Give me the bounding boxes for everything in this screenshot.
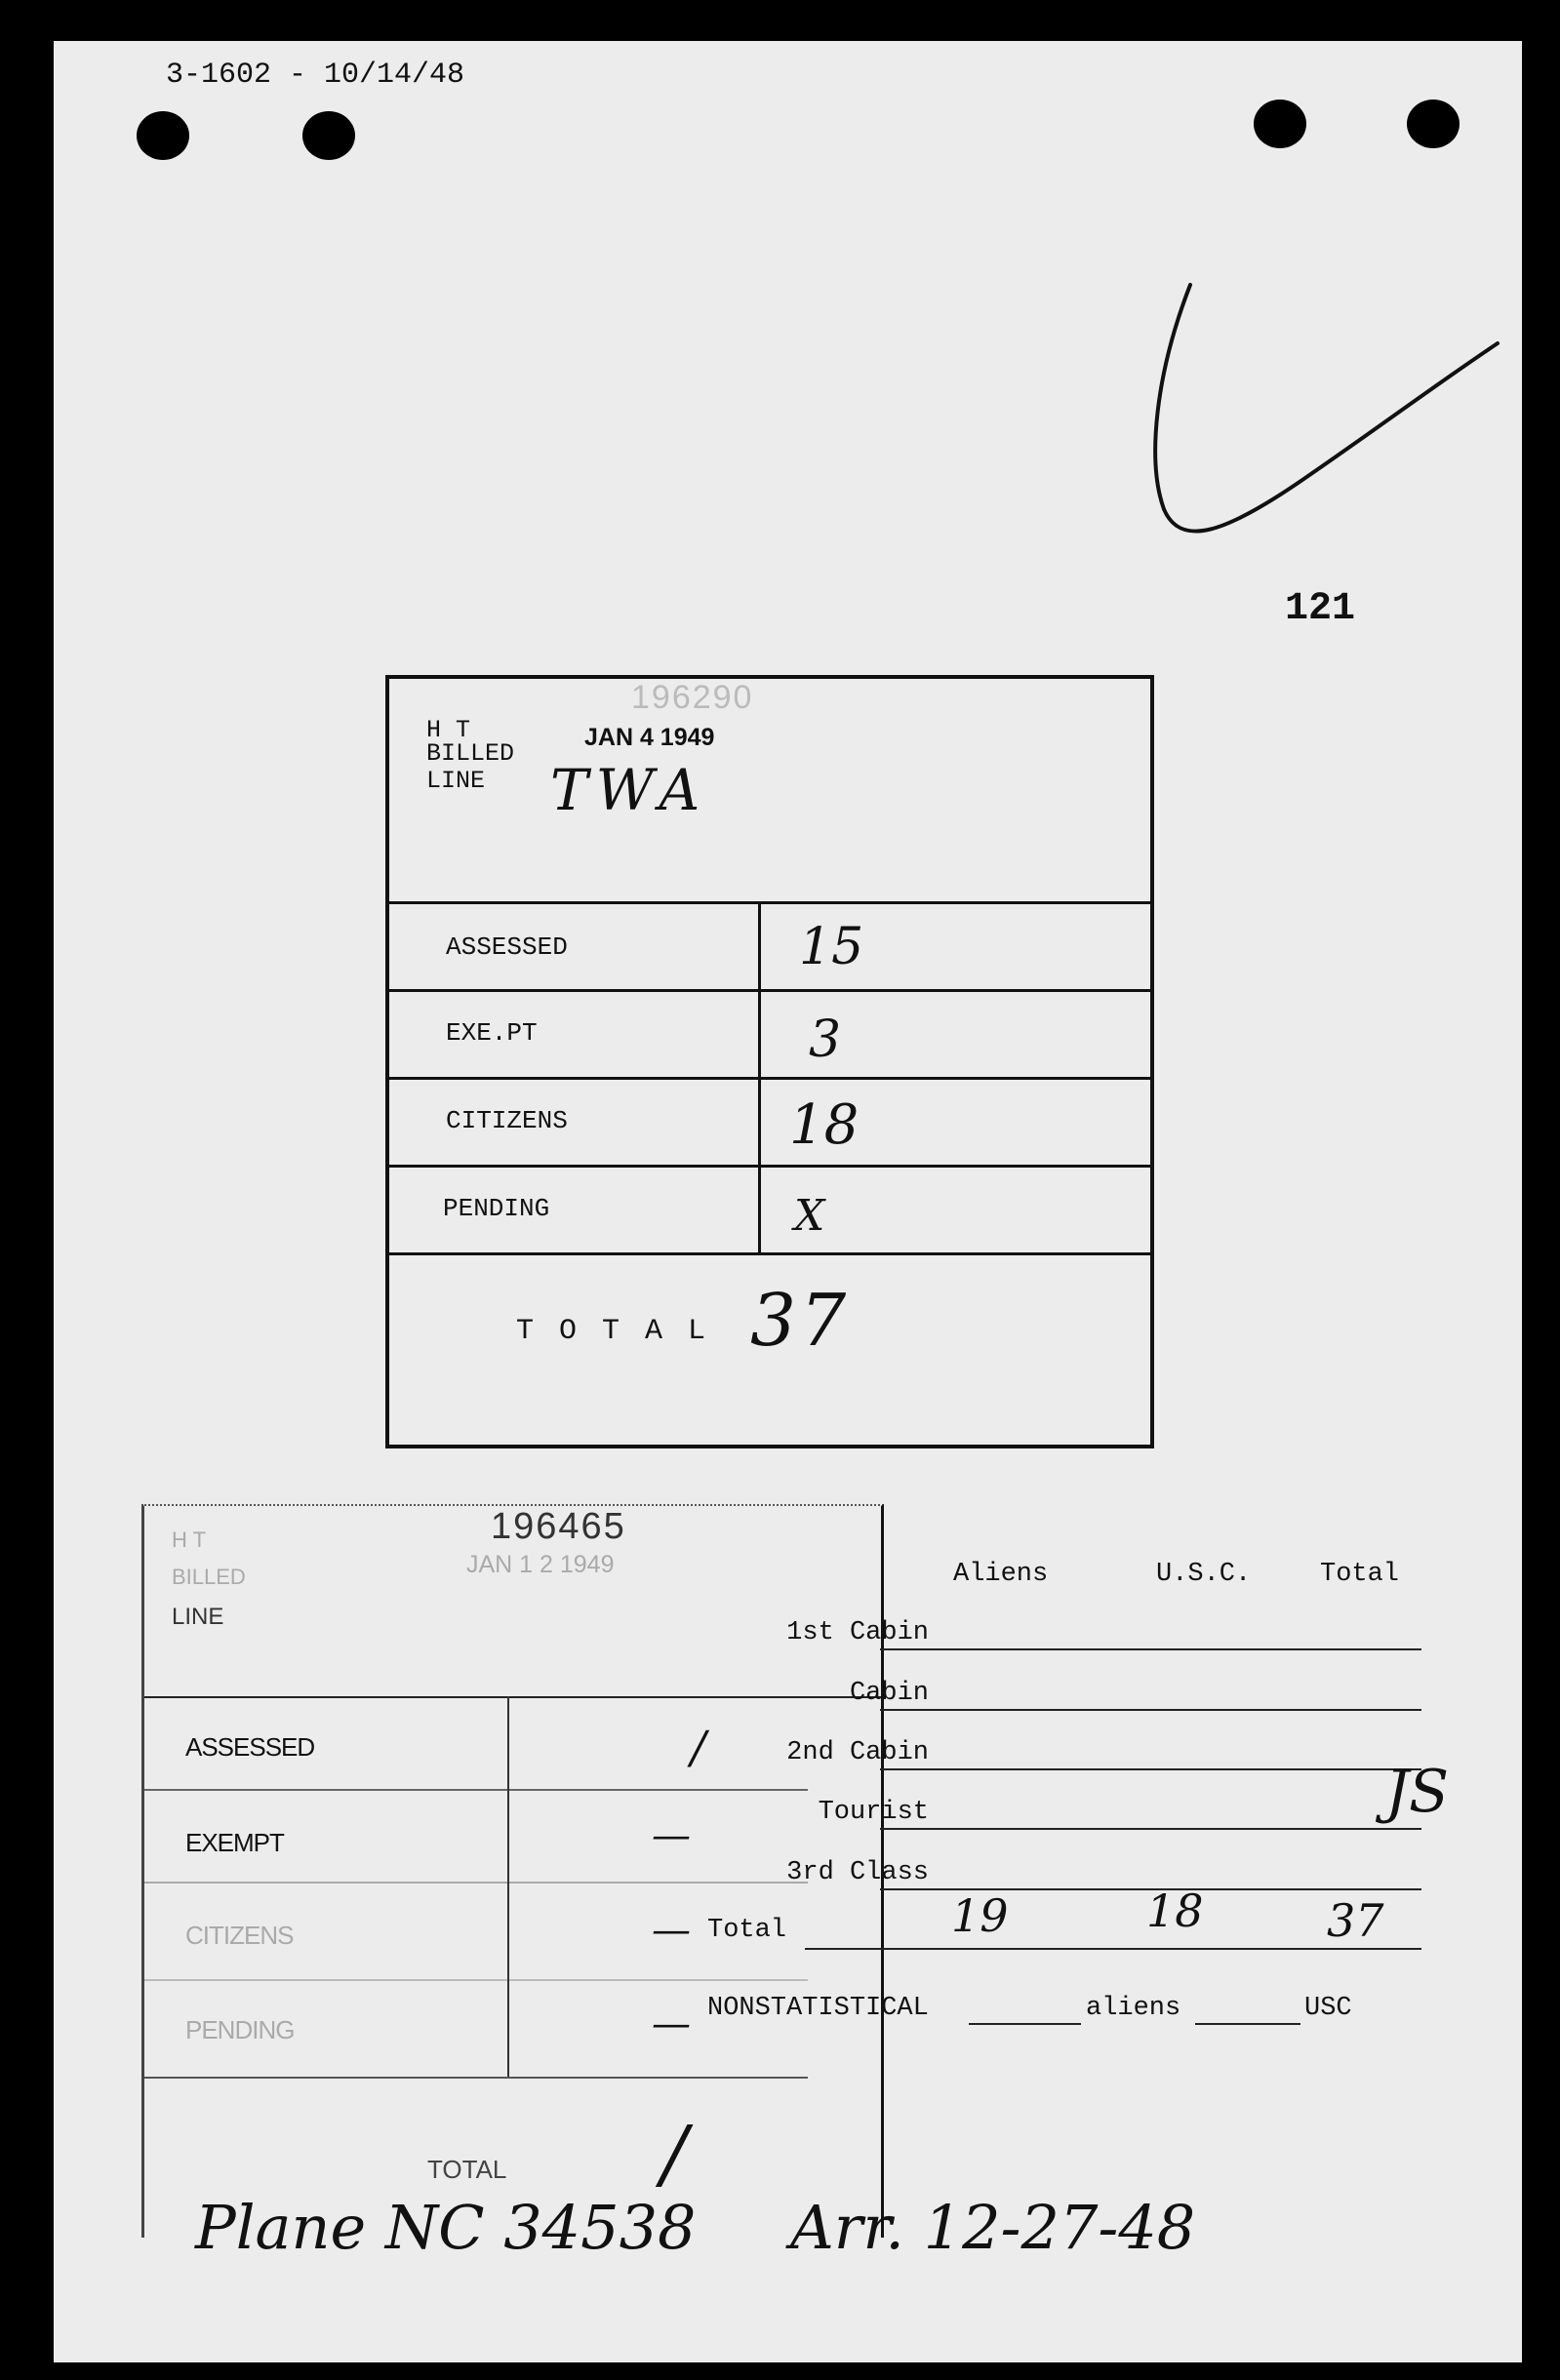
manifest-total-total: 37 bbox=[1327, 1894, 1384, 1947]
plane-note: Plane NC 34538 bbox=[195, 2192, 697, 2263]
card2-total-value: / bbox=[661, 2111, 688, 2199]
card1-ht: H T bbox=[426, 716, 471, 744]
card2-row-label: EXEMPT bbox=[185, 1828, 284, 1857]
column-header-aliens: Aliens bbox=[953, 1560, 1049, 1589]
card1-row-value: 18 bbox=[789, 1093, 860, 1157]
card2-stamp-date: JAN 1 2 1949 bbox=[466, 1551, 615, 1578]
card1-stamp-number: 196290 bbox=[631, 679, 754, 716]
card1-stamp-date: JAN 4 1949 bbox=[584, 724, 715, 751]
nonstatistical-aliens: aliens bbox=[1086, 1994, 1181, 2023]
card1-row-label: PENDING bbox=[443, 1194, 550, 1223]
card2-row-value: — bbox=[652, 1908, 691, 1953]
document-page bbox=[54, 41, 1522, 2362]
card2-total-label: TOTAL bbox=[427, 2155, 507, 2184]
card2-row-value: / bbox=[691, 1721, 706, 1773]
card1-row-value: 3 bbox=[809, 1011, 842, 1069]
manifest-row-label: 1st Cabin bbox=[786, 1618, 929, 1647]
column-header-total: Total bbox=[1320, 1560, 1400, 1589]
card1-line: LINE bbox=[426, 767, 486, 795]
check-mark-icon bbox=[1088, 236, 1507, 587]
card2-row-value: — bbox=[652, 1813, 691, 1858]
card1-total-value: 37 bbox=[750, 1279, 851, 1363]
manifest-row-label: Tourist bbox=[818, 1798, 929, 1827]
card2-row-label: CITIZENS bbox=[185, 1921, 294, 1950]
arrival-note: Arr. 12-27-48 bbox=[790, 2192, 1196, 2263]
punch-hole bbox=[137, 111, 189, 160]
card1-row-label: CITIZENS bbox=[446, 1106, 568, 1135]
card1-billed: BILLED bbox=[426, 739, 515, 768]
card2-stamp-number: 196465 bbox=[491, 1506, 626, 1547]
manifest-row-label: Total bbox=[707, 1916, 787, 1945]
manifest-total-aliens: 19 bbox=[951, 1889, 1009, 1942]
card2-ht: H T bbox=[172, 1527, 207, 1552]
nonstatistical-usc: USC bbox=[1304, 1994, 1352, 2023]
card1-row-value: 15 bbox=[799, 918, 864, 976]
manifest-row-label: 2nd Cabin bbox=[786, 1738, 929, 1767]
form-id: 3-1602 - 10/14/48 bbox=[166, 59, 465, 92]
card2-row-label: PENDING bbox=[185, 2015, 295, 2044]
card2-row-value: — bbox=[652, 2002, 691, 2046]
card1-row-value: X bbox=[794, 1191, 825, 1241]
manifest-total-usc: 18 bbox=[1146, 1884, 1204, 1937]
tax-card-1 bbox=[385, 675, 1154, 1448]
card2-billed: BILLED bbox=[172, 1565, 246, 1589]
manifest-row-label: Cabin bbox=[849, 1679, 929, 1708]
card2-line: LINE bbox=[172, 1604, 224, 1630]
page-number: 121 bbox=[1285, 587, 1356, 631]
column-header-usc: U.S.C. bbox=[1156, 1560, 1252, 1589]
card1-row-label: ASSESSED bbox=[446, 932, 568, 962]
card1-row-label: EXE.PT bbox=[446, 1018, 538, 1048]
card1-total-label: T O T A L bbox=[516, 1315, 710, 1348]
manifest-row-label: 3rd Class bbox=[786, 1858, 929, 1887]
punch-hole bbox=[1254, 99, 1306, 148]
card1-airline: TWA bbox=[550, 757, 708, 823]
punch-hole bbox=[1407, 99, 1460, 148]
punch-hole bbox=[302, 111, 355, 160]
nonstatistical-label: NONSTATISTICAL bbox=[707, 1994, 929, 2023]
initials: JS bbox=[1385, 1758, 1450, 1826]
card2-row-label: ASSESSED bbox=[185, 1732, 315, 1762]
